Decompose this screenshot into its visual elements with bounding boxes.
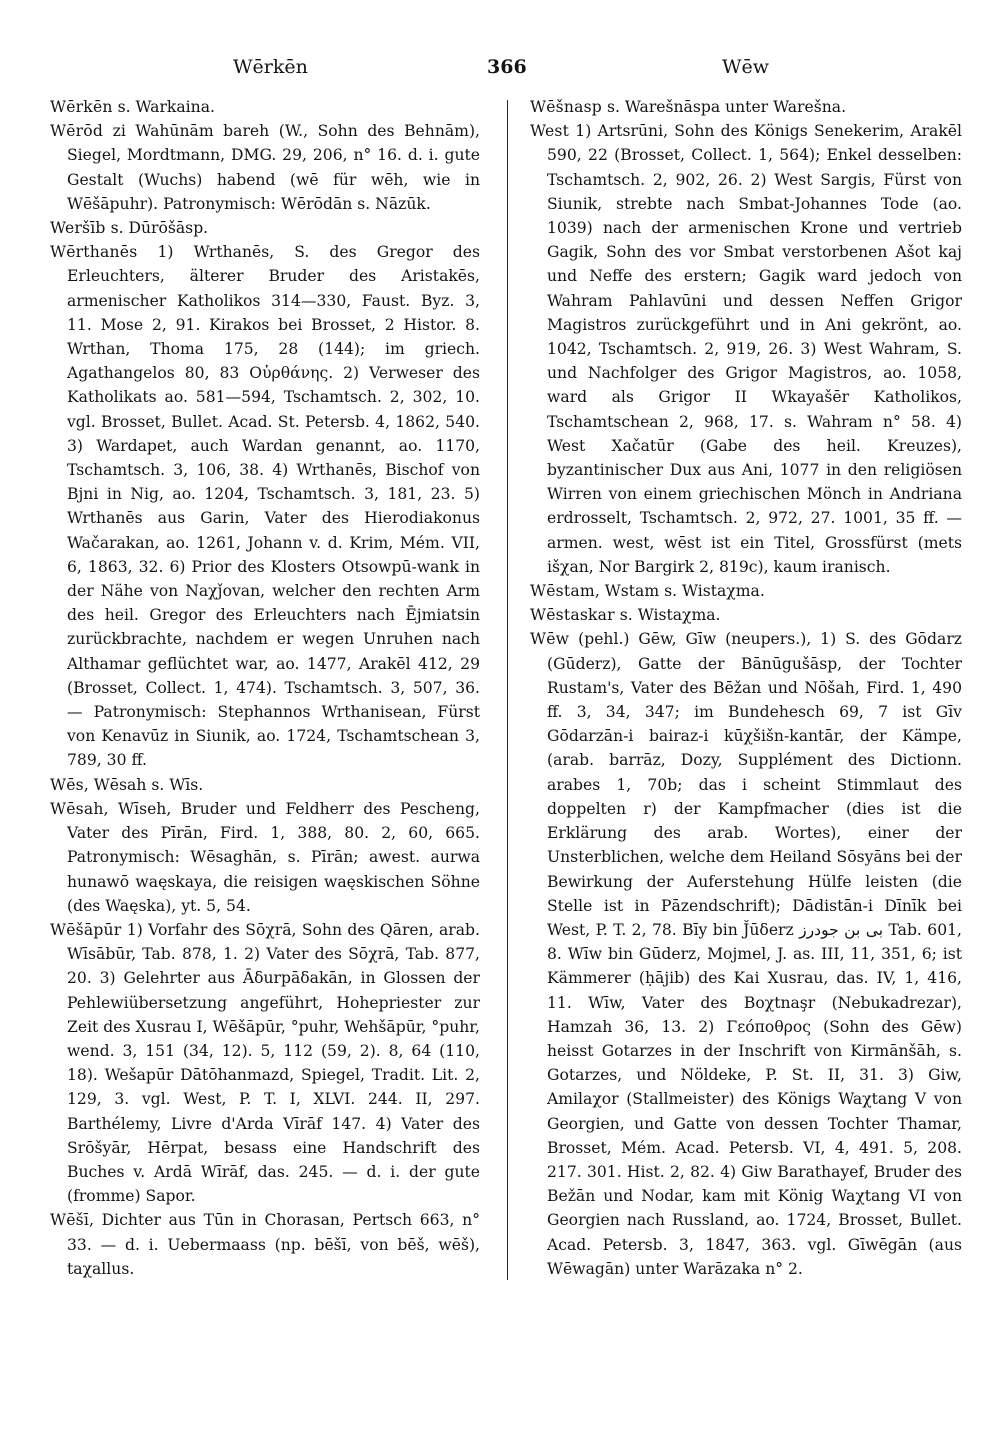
headword: Weršīb [50, 219, 106, 238]
headword: West [530, 122, 570, 141]
entry-werod [50, 119, 480, 216]
entry-text: , Wīseh, Bruder und Feldherr des Pescheng, Vater des Pīrān, Fird. 1, 388, 80. 2, 60, 665. Patronymisch: Wēsaghān, s. Pīrān; awest. aurwa hunawō waęskaya, die reisigen waęskischen Söhne (des Waęska), yt. 5, 54. [67, 799, 480, 915]
headword: Wēstaskar [530, 606, 615, 625]
headword: Wērkēn [50, 98, 113, 116]
entry-westaskar [530, 603, 962, 627]
entry-text: , Dichter aus Tūn in Chorasan, Pertsch 663, n° 33. — d. i. Uebermaass (np. bēšī, von bēš, wēš), taχallus. [67, 1211, 480, 1278]
entry-werken [50, 95, 480, 119]
entry-wesapur [50, 918, 480, 1208]
entry-text: s. Wistaχma. [614, 606, 721, 625]
entry-wersib [50, 216, 480, 240]
column-divider [507, 100, 508, 1280]
running-head-left: Wērkēn [233, 56, 308, 78]
headword: Wērthanēs [50, 243, 138, 262]
entry-text: , Wstam s. Wistaχma. [594, 582, 765, 601]
headword: Wērōd [50, 122, 104, 141]
headword: Wēšnasp [530, 98, 602, 116]
page-number: 366 [487, 56, 527, 78]
headword: Wēsah [50, 799, 104, 818]
left-column [50, 95, 480, 1281]
headword: Wēstam [530, 582, 595, 601]
entry-text: zi Wahūnām bareh (W., Sohn des Behnām), Siegel, Mordtmann, DMG. 29, 206, n° 16. d. i. gute Gestalt (Wuchs) habend (wē für wēh, wie in Wēšāpuhr). Patronymisch: Wērōdān s. Nāzūk. [67, 122, 480, 213]
entry-wes [50, 773, 480, 797]
entry-text: s. Warkaina. [112, 98, 215, 116]
entry-wesah [50, 797, 480, 918]
entry-text: s. Warešnāspa unter Warešna. [601, 98, 847, 116]
headword: Wēw [530, 630, 570, 649]
entry-westam [530, 579, 962, 603]
right-column [530, 95, 962, 1281]
entry-text: 1) Wrthanēs, S. des Gregor des Erleuchters, älterer Bruder des Aristakēs, armenischer Katholikos 314—330, Faust. Byz. 3, 11. Mose 2, 91. Kirakos bei Brosset, 2 Histor. 8. Wrthan, Thoma 175, 28 (144); im griech. Agathangelos 80, 83 Οὐρθάνης. 2) Verweser des Katholikats ao. 581—594, Tschamtsch. 2, 302, 10. vgl. Brosset, Bullet. Acad. St. Petersb. 4, 1862, 540. 3) Wardapet, auch Wardan genannt, ao. 1170, Tschamtsch. 3, 106, 38. 4) Wrthanēs, Bischof von Bjni in Nig, ao. 1204, Tschamtsch. 3, 181, 23. 5) Wrthanēs aus Garin, Vater des Hierodiakonus Wačarakan, ao. 1261, Johann v. d. Krim, Mém. VII, 6, 1863, 32. 6) Prior des Klosters Otsowpū-wank in der Nähe von Naχǰovan, welcher den rechten Arm des heil. Gregor des Erleuchters nach Ējmiatsin zurückbrachte, nachdem er wegen Unruhen nach Althamar geflüchtet war, ao. 1477, Arakēl 412, 29 (Brosset, Collect. 1, 474). Tschamtsch. 3, 507, 36. — Patronymisch: Stephannos Wrthanisean, Fürst von Kenavūz in Siunik, ao. 1724, Tschamtschean 3, 789, 30 ff. [67, 243, 480, 770]
entry-text: 1) Vorfahr des Sōχrā, Sohn des Qāren, arab. Wīsābūr, Tab. 878, 1. 2) Vater des Sōχrā, Tab. 877, 20. 3) Gelehrter aus Āδurpāδakān, in Glossen der Pehlewiübersetzung angeführt, Hohepriester zur Zeit des Xusrau I, Wēšāpūr, °puhr, Wehšāpūr, °puhr, wend. 3, 151 (34, 12). 5, 112 (59, 2). 8, 64 (110, 18). Wešapūr Dātōhanmazd, Spiegel, Tradit. Lit. 2, 129, 3. vgl. West, P. T. I, XLVI. 244. II, 297. Barthélemy, Livre d'Arda Vīrāf 147. 4) Vater des Srōšyār, Hērpat, besass eine Handschrift des Buches v. Ardā Wīrāf, das. 245. — d. i. der gute (fromme) Sapor. [67, 920, 480, 1206]
headword: Wēšī [50, 1211, 90, 1230]
entry-text: , Wēsah s. Wīs. [83, 775, 204, 794]
running-head-right: Wēw [722, 56, 770, 78]
running-head [0, 52, 1000, 82]
entry-text: (pehl.) Gēw, Gīw (neupers.), 1) S. des Gōdarz (Gūderz), Gatte der Bānūgušāsp, der Tochter Rustam's, Vater des Bēžan und Nōšah, Fird. 1, 490 ff. 3, 34, 347; im Bundehesch 69, 7 ist Gīv Gōdarzān-i bairaz-i kūχšišn-kantār, der Kämpe, (arab. barrāz, Dozy, Supplément des Dictionn. arabes 1, 70b; das i scheint Stimmlaut des doppelten r) der Kampfmacher (dies ist die Erklärung des arab. Wortes), einer der Unsterblichen, welche dem Heiland Sōsyāns bei der Bewirkung der Auferstehung Hülfe leisten (die Stelle ist in Pāzendschrift); Dādistān-i Dīnīk bei West, P. T. 2, 78. Bīy bin J̌ūδerz بی بن جودرز Tab. 601, 8. Wīw bin Gūderz, Mojmel, J. as. III, 11, 351, 6; ist Kämmerer (ḥājib) des Kai Xusrau, das. IV, 1, 416, 11. Wīw, Vater des Boχtnaşr (Nebukadrezar), Hamzah 36, 13. 2) Γεόποθρος (Sohn des Gēw) heisst Gotarzes in der Inschrift von Kirmānšāh, s. Gotarzes, und Nöldeke, P. St. II, 31. 3) Giw, Amilaχor (Stallmeister) des Königs Waχtang V von Georgien, und Gatte von dessen Tochter Thamar, Brosset, Mém. Acad. Petersb. VI, 4, 491. 5, 208. 217. 301. Hist. 2, 82. 4) Giw Barathayef, Bruder des Bežān und Nodar, kam mit König Waχtang VI von Georgien nach Russland, ao. 1724, Brosset, Bullet. Acad. Petersb. 3, 1847, 363. vgl. Gīwēgān (aus Wēwagān) unter Warāzaka n° 2. [547, 630, 962, 1278]
entry-text: s. Dūrōšāsp. [105, 219, 209, 238]
entry-wesnasp [530, 95, 962, 119]
entry-west [530, 119, 962, 579]
entry-werthanes [50, 240, 480, 772]
headword: Wēs [50, 775, 84, 794]
headword: Wēšāpūr [50, 920, 122, 939]
entry-wesi [50, 1208, 480, 1281]
entry-text: 1) Artsrūni, Sohn des Königs Senekerim, Arakēl 590, 22 (Brosset, Collect. 1, 564); Enkel desselben: Tschamtsch. 2, 902, 26. 2) West Sargis, Fürst von Siunik, strebte nach Smbat-Johannes Tode (ao. 1039) nach der armenischen Krone und vertrieb Gagik, Sohn des vor Smbat verstorbenen Ašot kaj und Neffe des erstern; Gagik ward jedoch von Wahram Pahlavūni und dessen Neffen Grigor Magistros zurückgeführt und in Ani gekrönt, ao. 1042, Tschamtsch. 2, 919, 26. 3) West Wahram, S. und Nachfolger des Grigor Magistros, ao. 1058, ward als Grigor II Wkayašēr Katholikos, Tschamtschean 2, 968, 17. s. Wahram n° 58. 4) West Xačatūr (Gabe des heil. Kreuzes), byzantinischer Dux aus Ani, 1077 in den religiösen Wirren von einem griechischen Mönch in Andriana erdrosselt, Tschamtsch. 2, 972, 27. 1001, 35 ff. — armen. west, wēst ist ein Titel, Grossfürst (mets išχan, Nor Bargirk 2, 819c), kaum iranisch. [547, 122, 962, 576]
entry-wew [530, 627, 962, 1280]
